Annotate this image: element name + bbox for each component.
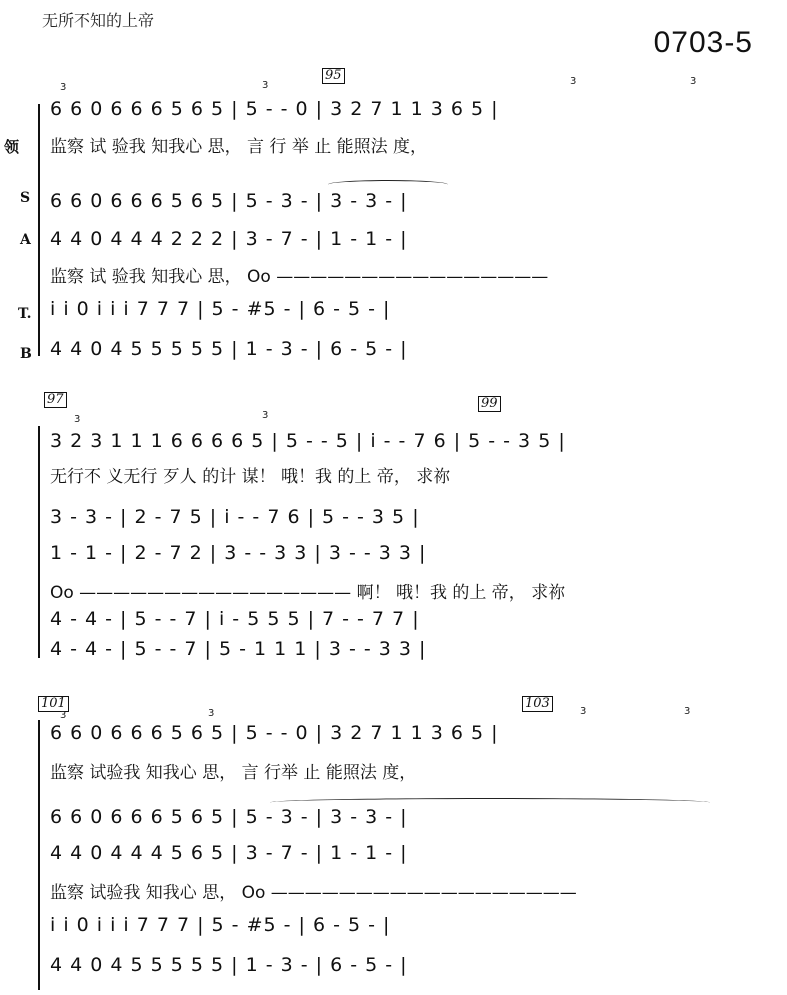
tenor-label: T. [18, 306, 32, 322]
score-system-3 [0, 692, 787, 992]
rehearsal-mark: 103 [522, 696, 553, 712]
alto-notes-2: 1 - 1 - | 2 - 7 2 | 3 - - 3 3 | 3 - - 3 3 | [50, 542, 427, 564]
page-number: 0703-5 [653, 26, 753, 59]
triplet-mark: 3 [208, 708, 215, 719]
triplet-mark: 3 [570, 76, 577, 87]
solo-label: 领 [4, 138, 20, 156]
rehearsal-mark: 95 [322, 68, 345, 84]
alto-notes: 3 - 3 - | 2 - 7 5 | i - - 7 6 | 5 - - 3 5 | [50, 506, 420, 528]
solo-lyrics: 监察 试 验我 知我心 思， 言 行 举 止 能照法 度， [50, 137, 428, 157]
tenor-notes: 4 - 4 - | 5 - - 7 | i - 5 5 5 | 7 - - 7 7 | [50, 608, 420, 630]
soprano-notes: 6 6 0 6 6 6 5 6 5 | 5 - 3 - | 3 - 3 - | [50, 806, 408, 828]
system-brace [38, 426, 44, 658]
solo-notes: 6 6 0 6 6 6 5 6 5 | 5 - - 0 | 3 2 7 1 1 3 6 5 | [50, 722, 499, 744]
score-system-2 [0, 392, 787, 662]
bass-notes: 4 4 0 4 5 5 5 5 5 | 1 - 3 - | 6 - 5 - | [50, 954, 408, 976]
song-title: 无所不知的上帝 [42, 11, 155, 30]
solo-lyrics: 监察 试验我 知我心 思， 言 行举 止 能照法 度， [50, 763, 417, 783]
tie-line [328, 180, 448, 189]
tenor-notes: i i 0 i i i 7 7 7 | 5 - #5 - | 6 - 5 - | [50, 298, 391, 320]
triplet-mark: 3 [684, 706, 691, 717]
alto-lyrics: 监察 试 验我 知我心 思， Oo ———————————————— [50, 267, 549, 287]
triplet-mark: 3 [690, 76, 697, 87]
alto-lyrics: 监察 试验我 知我心 思， Oo —————————————————— [50, 883, 577, 903]
system-brace [38, 720, 44, 990]
alto-notes: 4 4 0 4 4 4 5 6 5 | 3 - 7 - | 1 - 1 - | [50, 842, 408, 864]
rehearsal-mark: 97 [44, 392, 67, 408]
alto-notes: 4 4 0 4 4 4 2 2 2 | 3 - 7 - | 1 - 1 - | [50, 228, 408, 250]
bass-label: B [20, 346, 32, 362]
soprano-label: S [20, 190, 31, 206]
solo-notes: 6 6 0 6 6 6 5 6 5 | 5 - - 0 | 3 2 7 1 1 3 6 5 | [50, 98, 499, 120]
rehearsal-mark: 99 [478, 396, 501, 412]
alto-label: A [20, 232, 31, 248]
triplet-mark: 3 [262, 410, 269, 421]
score-system-1 [0, 66, 787, 366]
system-brace [38, 104, 44, 356]
triplet-mark: 3 [262, 80, 269, 91]
triplet-mark: 3 [580, 706, 587, 717]
tenor-notes: i i 0 i i i 7 7 7 | 5 - #5 - | 6 - 5 - | [50, 914, 391, 936]
soprano-notes: 6 6 0 6 6 6 5 6 5 | 5 - 3 - | 3 - 3 - | [50, 190, 408, 212]
bass-notes: 4 - 4 - | 5 - - 7 | 5 - 1 1 1 | 3 - - 3 3 | [50, 638, 427, 660]
triplet-mark: 3 [60, 82, 67, 93]
bass-notes: 4 4 0 4 5 5 5 5 5 | 1 - 3 - | 6 - 5 - | [50, 338, 408, 360]
triplet-mark: 3 [60, 710, 67, 721]
soprano-lyrics: 无行不 义无行 歹人 的计 谋！ 哦！我 的上 帝， 求祢 [50, 467, 451, 487]
triplet-mark: 3 [74, 414, 81, 425]
soprano-notes: 3 2 3 1 1 1 6 6 6 6 5 | 5 - - 5 | i - - 7 6 | 5 - - 3 5 | [50, 430, 566, 452]
rehearsal-mark: 101 [38, 696, 69, 712]
alto-lyrics: Oo ———————————————— 啊！ 哦！我 的上 帝， 求祢 [50, 583, 566, 603]
